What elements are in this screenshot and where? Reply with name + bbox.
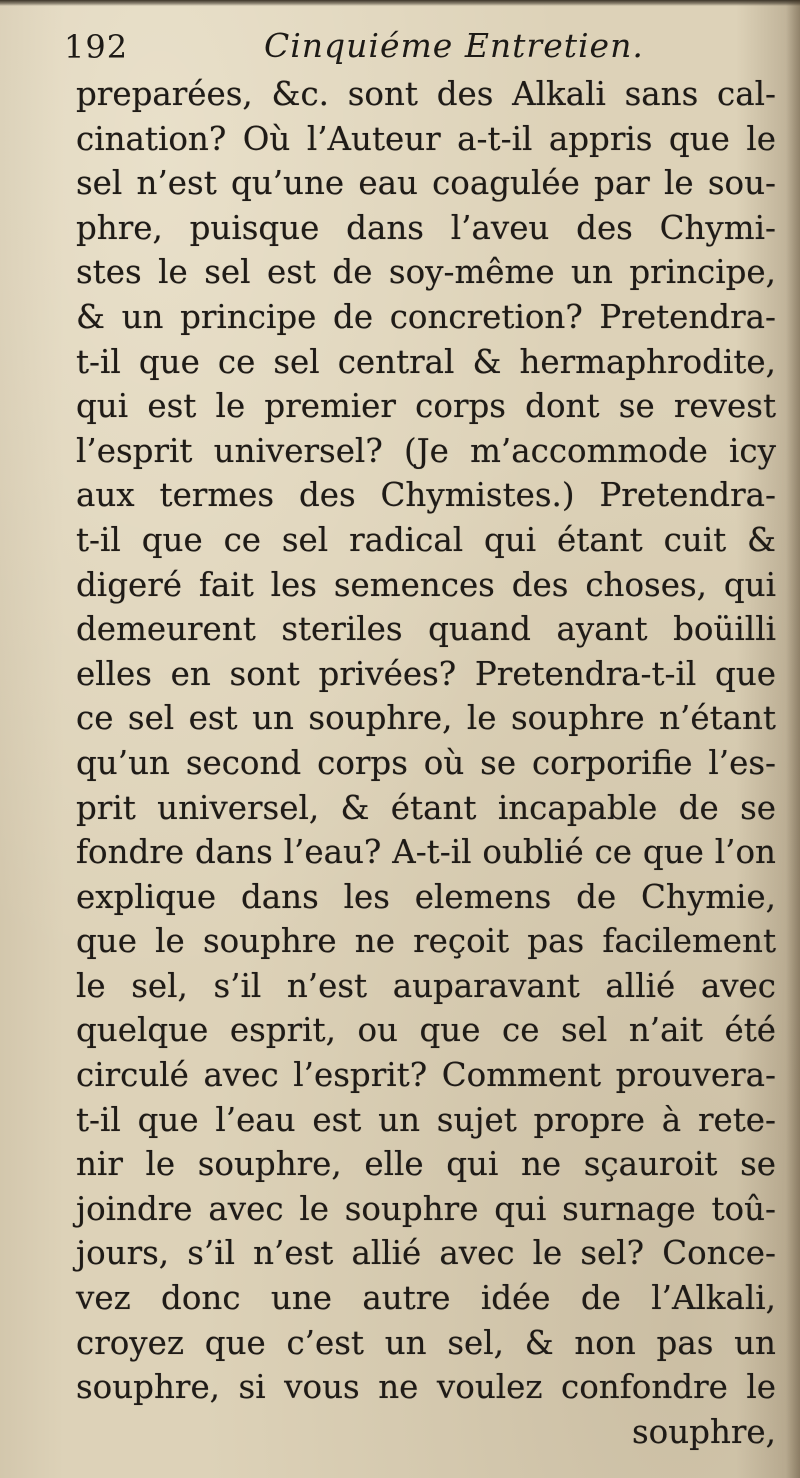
text-line: nir le souphre, elle qui ne sçauroit se (76, 1145, 776, 1184)
running-head: Cinquiéme Entretien. (264, 26, 644, 65)
text-line: que le souphre ne reçoit pas facilement (76, 922, 776, 961)
text-line: croyez que c’est un sel, & non pas un (76, 1323, 776, 1362)
top-edge-rule (0, 0, 800, 6)
catchword: souphre, (631, 1412, 776, 1451)
text-line: ce sel est un souphre, le souphre n’étant (76, 699, 776, 738)
text-line: quelque esprit, ou que ce sel n’ait été (76, 1011, 776, 1050)
text-line: vez donc une autre idée de l’Alkali, (76, 1279, 776, 1318)
text-line: aux termes des Chymistes.) Pretendra- (76, 476, 776, 515)
text-line: preparées, &c. sont des Alkali sans cal- (76, 75, 776, 113)
text-line: digeré fait les semences des choses, qui (76, 565, 776, 604)
page-gutter-shadow (786, 0, 800, 1478)
text-line: qui est le premier corps dont se revest (76, 387, 776, 426)
page-number: 192 (64, 28, 129, 66)
text-line: elles en sont privées? Pretendra-t-il que (76, 654, 776, 693)
text-line: l’esprit universel? (Je m’accommode icy (76, 431, 776, 470)
text-line: circulé avec l’esprit? Comment prouvera- (76, 1056, 776, 1095)
text-line: demeurent steriles quand ayant boüilli (76, 610, 776, 649)
text-line: phre, puisque dans l’aveu des Chymi- (76, 208, 776, 247)
text-line: jours, s’il n’est allié avec le sel? Conce- (76, 1234, 776, 1273)
text-line: stes le sel est de soy-même un principe, (76, 253, 776, 292)
text-line: t-il que l’eau est un sujet propre à rete- (76, 1100, 776, 1139)
text-line: cination? Où l’Auteur a-t-il appris que le (76, 119, 776, 158)
text-line: & un principe de concretion? Pretendra- (76, 297, 776, 336)
text-line: le sel, s’il n’est auparavant allié avec (76, 966, 776, 1005)
text-line: qu’un second corps où se corporifie l’es- (76, 743, 776, 782)
text-line: sel n’est qu’une eau coagulée par le sou- (76, 164, 776, 203)
body-text (76, 72, 776, 1454)
text-line: t-il que ce sel central & hermaphrodite, (76, 342, 776, 381)
text-line: fondre dans l’eau? A-t-il oublié ce que l’on (76, 833, 776, 872)
text-line: t-il que ce sel radical qui étant cuit & (76, 520, 776, 559)
text-line: explique dans les elemens de Chymie, (76, 877, 776, 916)
text-line: joindre avec le souphre qui surnage toû- (76, 1189, 776, 1228)
page-header (64, 22, 764, 70)
text-line: souphre, si vous ne voulez confondre le (76, 1368, 776, 1407)
text-line: prit universel, & étant incapable de se (76, 788, 776, 827)
